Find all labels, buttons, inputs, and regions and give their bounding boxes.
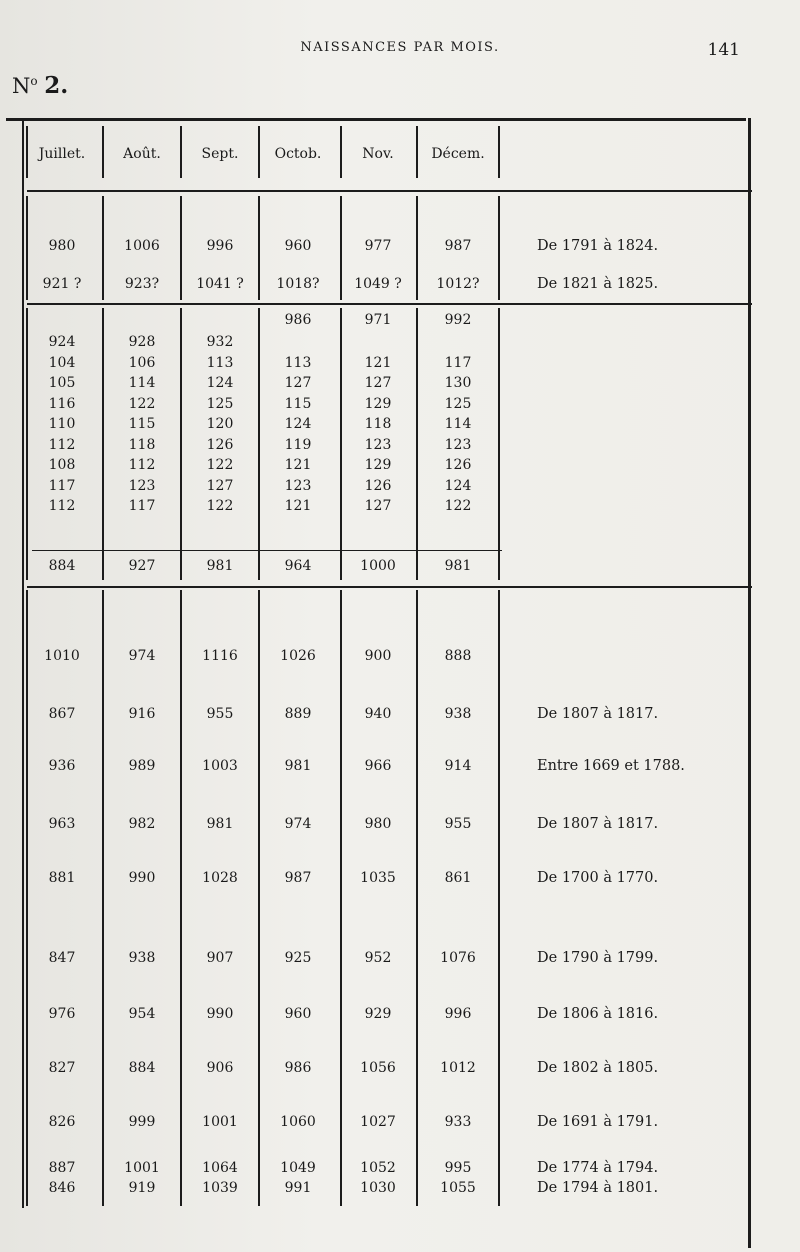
table-cell: 1041 ?	[196, 276, 244, 292]
period-note: Entre 1669 et 1788.	[537, 758, 685, 774]
column-rule	[26, 126, 28, 178]
table-cell: 1064	[202, 1160, 238, 1176]
column-rule	[340, 196, 342, 300]
table-cell: 938	[128, 950, 156, 966]
table-cell: 881	[48, 870, 76, 886]
table-cell: 952	[364, 950, 392, 966]
table-cell: 113	[206, 354, 234, 371]
total-cell: 981	[444, 558, 472, 574]
block-1-rule	[27, 303, 752, 305]
table-number	[12, 72, 68, 99]
table-cell: 106	[128, 354, 156, 371]
column-rule	[102, 126, 104, 178]
table-cell: 888	[444, 648, 472, 664]
total-cell: 964	[284, 558, 312, 574]
table-cell: 124	[444, 477, 472, 494]
period-note: De 1791 à 1824.	[537, 238, 659, 254]
table-cell: 1018?	[276, 276, 320, 292]
table-cell: 982	[128, 816, 156, 832]
column-header: Nov.	[362, 146, 394, 162]
column-header: Octob.	[274, 146, 322, 162]
table-cell: 986	[284, 312, 312, 328]
column-rule	[416, 308, 418, 580]
table-cell: 1001	[124, 1160, 160, 1176]
table-cell: 122	[206, 498, 234, 514]
table-cell: 981	[206, 816, 234, 832]
table-cell: 992	[444, 312, 472, 328]
table-cell: 115	[284, 395, 312, 412]
table-cell: 928	[128, 334, 156, 350]
table-cell: 1056	[360, 1060, 396, 1076]
table-cell: 923?	[124, 276, 160, 292]
column-rule	[102, 308, 104, 580]
table-cell: 900	[364, 648, 392, 664]
column-rule	[26, 590, 28, 1206]
table-cell: 1028	[202, 870, 238, 886]
table-cell: 105	[48, 375, 76, 391]
table-cell: 936	[48, 758, 76, 774]
table-cell: 980	[364, 816, 392, 832]
table-cell: 980	[48, 238, 76, 254]
table-cell: 112	[48, 436, 76, 453]
column-rule	[498, 590, 500, 1206]
table-cell: 1039	[202, 1180, 238, 1196]
period-note: De 1794 à 1801.	[537, 1180, 659, 1196]
table-cell: 955	[206, 706, 234, 722]
table-cell: 861	[444, 870, 472, 886]
header-rule	[27, 190, 752, 192]
table-cell: 940	[364, 706, 392, 722]
column-rule	[180, 308, 182, 580]
table-cell: 987	[284, 870, 312, 886]
total-cell: 927	[128, 558, 156, 574]
table-cell: 991	[284, 1180, 312, 1196]
table-cell: 1030	[360, 1180, 396, 1196]
table-cell: 124	[284, 416, 312, 432]
table-cell: 1012	[440, 1060, 476, 1076]
table-cell: 867	[48, 706, 76, 722]
column-rule	[26, 196, 28, 300]
table-cell: 130	[444, 375, 472, 391]
table-cell: 933	[444, 1114, 472, 1130]
table-cell: 118	[364, 416, 392, 432]
table-cell: 121	[284, 457, 312, 473]
table-cell: 1049	[280, 1160, 316, 1176]
period-note: De 1790 à 1799.	[537, 950, 659, 966]
table-cell: 996	[444, 1006, 472, 1022]
column-header: Décem.	[431, 146, 485, 162]
table-cell: 114	[128, 375, 156, 391]
table-cell: 907	[206, 950, 234, 966]
table-cell: 104	[48, 354, 76, 371]
table-cell: 108	[48, 457, 76, 473]
table-cell: 122	[206, 457, 234, 473]
table-cell: 887	[48, 1160, 76, 1176]
table-cell: 990	[128, 870, 156, 886]
column-rule	[340, 126, 342, 178]
table-cell: 113	[284, 354, 312, 371]
table-cell: 123	[128, 477, 156, 494]
column-rule	[416, 126, 418, 178]
period-note: De 1691 à 1791.	[537, 1114, 659, 1130]
table-cell: 1012?	[436, 276, 480, 292]
table-cell: 1010	[44, 648, 80, 664]
table-cell: 971	[364, 312, 392, 328]
column-rule	[498, 308, 500, 580]
column-rule	[258, 308, 260, 580]
table-cell: 938	[444, 706, 472, 722]
table-label: N	[12, 74, 31, 98]
table-cell: 129	[364, 457, 392, 473]
table-cell: 119	[284, 436, 312, 453]
period-note: De 1806 à 1816.	[537, 1006, 659, 1022]
table-cell: 1027	[360, 1114, 396, 1130]
period-note: De 1700 à 1770.	[537, 870, 659, 886]
table-cell: 110	[48, 416, 76, 432]
table-cell: 932	[206, 334, 234, 350]
column-rule	[102, 590, 104, 1206]
left-frame-rule	[22, 118, 24, 1208]
table-cell: 990	[206, 1006, 234, 1022]
table-cell: 1060	[280, 1114, 316, 1130]
table-cell: 921 ?	[42, 276, 82, 292]
column-rule	[258, 196, 260, 300]
table-cell: 127	[284, 375, 312, 391]
table-cell: 114	[444, 416, 472, 432]
table-cell: 1049 ?	[354, 276, 402, 292]
table-cell: 126	[206, 436, 234, 453]
column-rule	[180, 590, 182, 1206]
column-rule	[26, 308, 28, 580]
table-cell: 1055	[440, 1180, 476, 1196]
table-cell: 919	[128, 1180, 156, 1196]
data-table	[22, 118, 740, 1208]
table-cell: 125	[444, 395, 472, 412]
period-note: De 1774 à 1794.	[537, 1160, 659, 1176]
table-cell: 121	[364, 354, 392, 371]
table-cell: 963	[48, 816, 76, 832]
table-cell: 914	[444, 758, 472, 774]
table-cell: 884	[128, 1060, 156, 1076]
table-cell: 954	[128, 1006, 156, 1022]
column-rule	[340, 308, 342, 580]
table-cell: 120	[206, 416, 234, 432]
table-cell: 122	[444, 498, 472, 514]
table-cell: 127	[364, 498, 392, 514]
table-cell: 127	[206, 477, 234, 494]
table-cell: 125	[206, 395, 234, 412]
table-cell: 121	[284, 498, 312, 514]
column-rule	[180, 196, 182, 300]
total-cell: 981	[206, 558, 234, 574]
table-cell: 906	[206, 1060, 234, 1076]
table-cell: 974	[128, 648, 156, 664]
column-rule	[258, 590, 260, 1206]
table-cell: 987	[444, 238, 472, 254]
table-cell: 826	[48, 1114, 76, 1130]
table-cell: 889	[284, 706, 312, 722]
table-cell: 123	[364, 436, 392, 453]
table-cell: 966	[364, 758, 392, 774]
total-cell: 1000	[360, 558, 396, 574]
column-header: Sept.	[201, 146, 239, 162]
table-cell: 117	[128, 498, 156, 514]
table-cell: 981	[284, 758, 312, 774]
table-cell: 929	[364, 1006, 392, 1022]
total-cell: 884	[48, 558, 76, 574]
table-cell: 116	[48, 395, 76, 412]
page-number: 141	[707, 40, 740, 60]
table-cell: 955	[444, 816, 472, 832]
table-cell: 1006	[124, 238, 160, 254]
table-cell: 974	[284, 816, 312, 832]
column-rule	[416, 196, 418, 300]
table-cell: 118	[128, 436, 156, 453]
table-cell: 1116	[202, 648, 238, 664]
column-rule	[102, 196, 104, 300]
table-cell: 1076	[440, 950, 476, 966]
table-cell: 112	[48, 498, 76, 514]
table-cell: 1003	[202, 758, 238, 774]
column-rule	[416, 590, 418, 1206]
table-cell: 924	[48, 334, 76, 350]
table-cell: 127	[364, 375, 392, 391]
table-cell: 976	[48, 1006, 76, 1022]
table-cell: 847	[48, 950, 76, 966]
column-rule	[180, 126, 182, 178]
table-cell: 117	[48, 477, 76, 494]
column-header: Juillet.	[38, 146, 86, 162]
table-cell: 1052	[360, 1160, 396, 1176]
table-cell: 129	[364, 395, 392, 412]
table-cell: 996	[206, 238, 234, 254]
column-rule	[258, 126, 260, 178]
period-note: De 1802 à 1805.	[537, 1060, 659, 1076]
table-cell: 960	[284, 1006, 312, 1022]
table-cell: 123	[284, 477, 312, 494]
table-cell: 122	[128, 395, 156, 412]
table-cell: 117	[444, 354, 472, 371]
table-cell: 827	[48, 1060, 76, 1076]
table-header-row	[22, 118, 740, 188]
table-cell: 989	[128, 758, 156, 774]
period-note: De 1821 à 1825.	[537, 276, 659, 292]
table-cell: 1035	[360, 870, 396, 886]
period-note: De 1807 à 1817.	[537, 706, 659, 722]
table-cell: 977	[364, 238, 392, 254]
column-rule	[498, 196, 500, 300]
table-label-sup: o	[30, 74, 38, 88]
column-header: Août.	[123, 146, 161, 162]
column-rule	[340, 590, 342, 1206]
table-cell: 999	[128, 1114, 156, 1130]
table-cell: 126	[444, 457, 472, 473]
right-frame-bar	[748, 118, 751, 1248]
table-cell: 126	[364, 477, 392, 494]
table-cell: 986	[284, 1060, 312, 1076]
table-number-value: 2.	[44, 72, 69, 99]
column-rule	[498, 126, 500, 178]
block-2-rule	[27, 586, 752, 588]
table-cell: 112	[128, 457, 156, 473]
table-cell: 960	[284, 238, 312, 254]
table-cell: 846	[48, 1180, 76, 1196]
table-cell: 1001	[202, 1114, 238, 1130]
table-cell: 115	[128, 416, 156, 432]
table-cell: 916	[128, 706, 156, 722]
period-note: De 1807 à 1817.	[537, 816, 659, 832]
table-cell: 124	[206, 375, 234, 391]
running-title: NAISSANCES PAR MOIS.	[300, 40, 500, 55]
table-cell: 1026	[280, 648, 316, 664]
table-cell: 995	[444, 1160, 472, 1176]
table-cell: 123	[444, 436, 472, 453]
table-cell: 925	[284, 950, 312, 966]
